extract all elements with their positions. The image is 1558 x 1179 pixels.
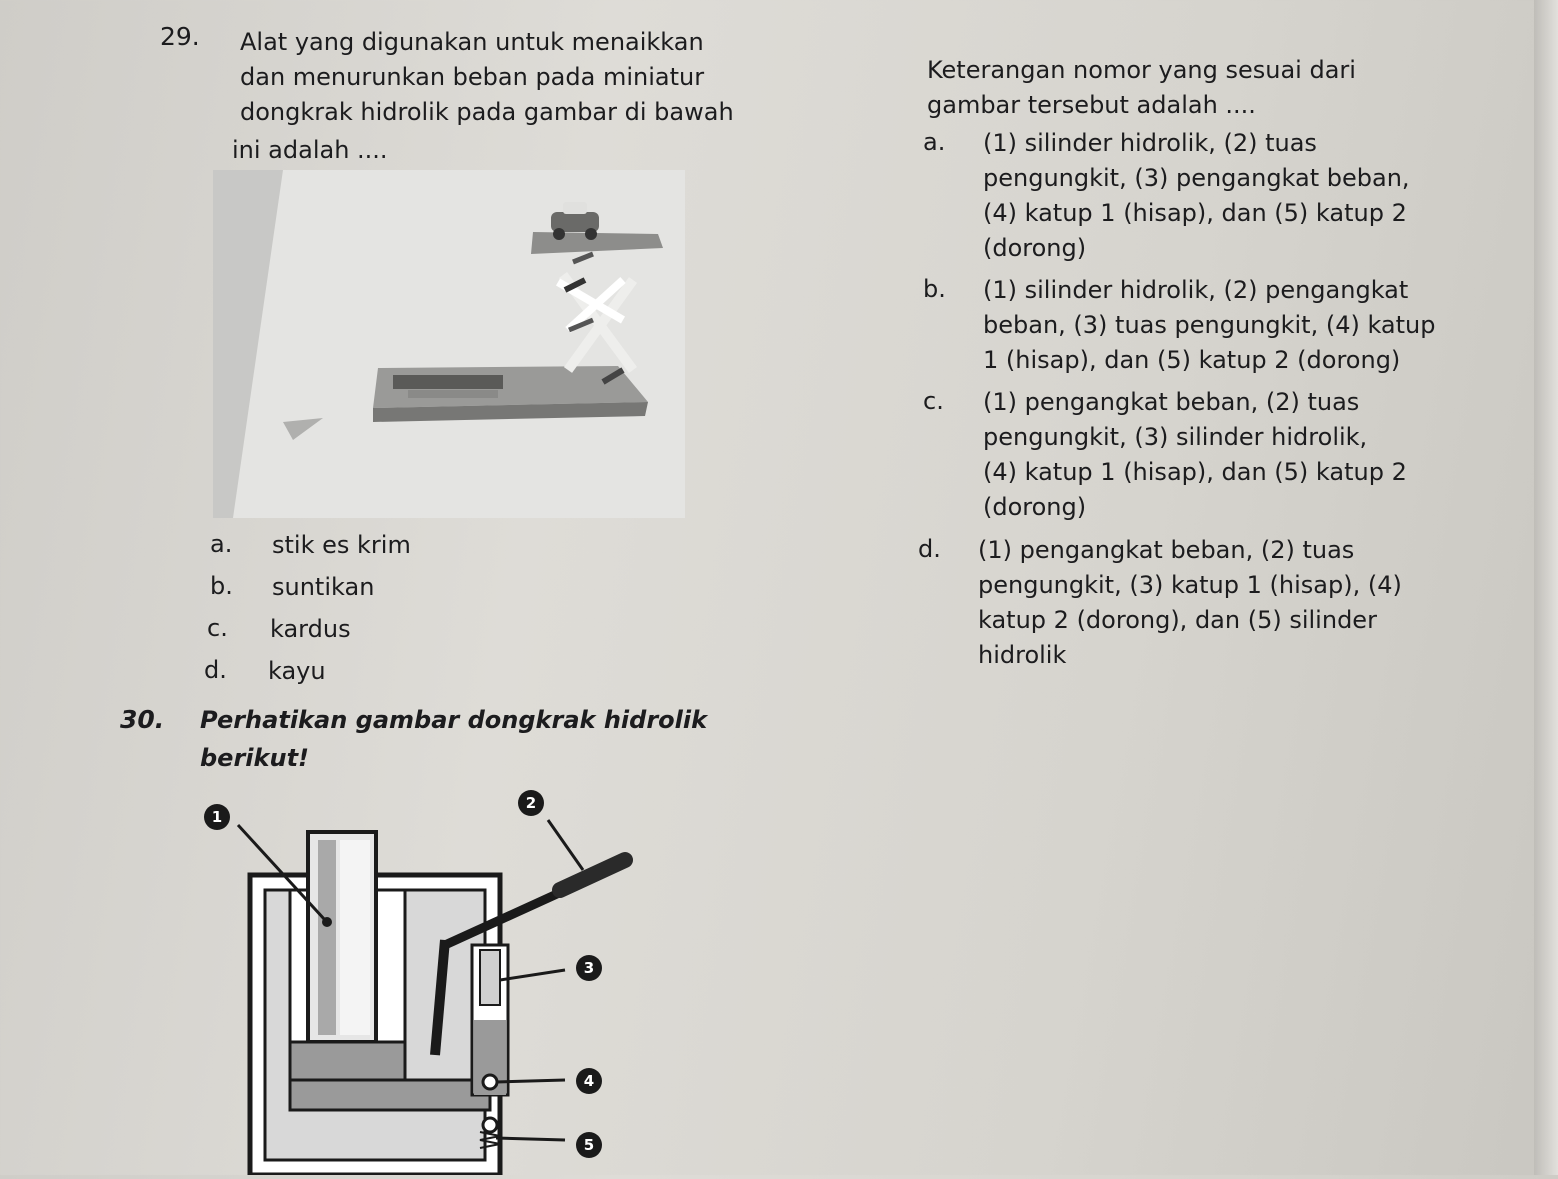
prompt-line: Keterangan nomor yang sesuai dari — [927, 56, 1356, 84]
q30-option-a-letter: a. — [923, 128, 946, 156]
q29-option-c-text[interactable]: kardus — [270, 615, 351, 643]
hydraulic-jack-diagram — [190, 780, 650, 1175]
miniature-hydraulic-jack-photo — [213, 170, 685, 518]
option-line: pengungkit, (3) pengangkat beban, — [983, 164, 1410, 192]
option-line: (4) katup 1 (hisap), dan (5) katup 2 — [983, 199, 1407, 227]
option-line: (dorong) — [983, 234, 1087, 262]
q30-option-b-text[interactable] — [983, 273, 1436, 378]
diagram-label-5: 5 — [576, 1132, 602, 1158]
q29-option-b-letter: b. — [210, 572, 233, 600]
option-line: (1) silinder hidrolik, (2) tuas — [983, 129, 1317, 157]
option-line: beban, (3) tuas pengungkit, (4) katup — [983, 311, 1436, 339]
q30-option-c-letter: c. — [923, 387, 944, 415]
option-line: (1) pengangkat beban, (2) tuas — [978, 536, 1355, 564]
diagram-label-1: 1 — [204, 804, 230, 830]
q29-option-d-letter: d. — [204, 656, 227, 684]
stem-line: Alat yang digunakan untuk menaikkan — [240, 28, 704, 56]
question-30-title — [200, 703, 707, 776]
question-30-number: 30. — [120, 705, 165, 734]
option-line: (dorong) — [983, 493, 1087, 521]
stem-line: dan menurunkan beban pada miniatur — [240, 63, 705, 91]
option-line: katup 2 (dorong), dan (5) silinder — [978, 606, 1377, 634]
q30-option-a-text[interactable] — [983, 126, 1410, 266]
q30-option-b-letter: b. — [923, 275, 946, 303]
option-line: (1) pengangkat beban, (2) tuas — [983, 388, 1360, 416]
q29-option-a-text[interactable]: stik es krim — [272, 531, 411, 559]
diagram-label-2: 2 — [518, 790, 544, 816]
option-line: hidrolik — [978, 641, 1067, 669]
stem-line: dongkrak hidrolik pada gambar di bawah — [240, 98, 734, 126]
option-line: pengungkit, (3) silinder hidrolik, — [983, 423, 1368, 451]
q29-option-a-letter: a. — [210, 530, 233, 558]
option-line: pengungkit, (3) katup 1 (hisap), (4) — [978, 571, 1402, 599]
question-29-stem — [240, 25, 734, 130]
q30-option-d-text[interactable] — [978, 533, 1402, 673]
miniature-jack-illustration — [213, 170, 685, 518]
q30-option-c-text[interactable] — [983, 385, 1407, 525]
option-line: (4) katup 1 (hisap), dan (5) katup 2 — [983, 458, 1407, 486]
q29-option-b-text[interactable]: suntikan — [272, 573, 375, 601]
prompt-line: gambar tersebut adalah .... — [927, 91, 1256, 119]
q29-option-c-letter: c. — [207, 614, 228, 642]
question-30-prompt — [927, 53, 1356, 123]
title-line: Perhatikan gambar dongkrak hidrolik — [200, 706, 708, 734]
diagram-label-3: 3 — [576, 955, 602, 981]
diagram-label-4: 4 — [576, 1068, 602, 1094]
option-line: 1 (hisap), dan (5) katup 2 (dorong) — [983, 346, 1401, 374]
question-29-number: 29. — [160, 22, 200, 51]
q30-option-d-letter: d. — [918, 535, 941, 563]
q29-option-d-text[interactable]: kayu — [268, 657, 326, 685]
option-line: (1) silinder hidrolik, (2) pengangkat — [983, 276, 1409, 304]
title-line: berikut! — [200, 744, 309, 772]
stem-line: ini adalah .... — [232, 136, 388, 164]
page-edge — [1534, 0, 1558, 1175]
